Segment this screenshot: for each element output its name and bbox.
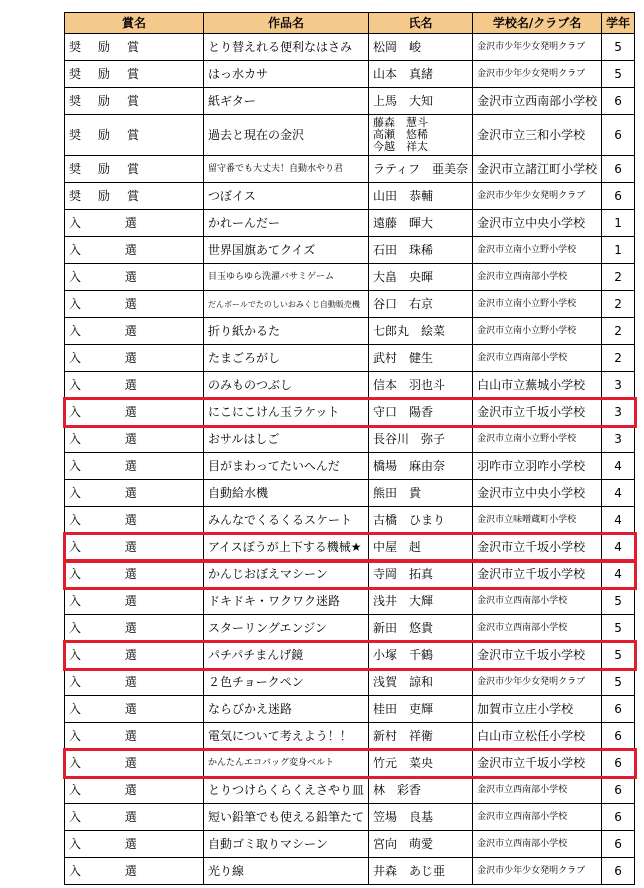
award-cell: 入 選 (65, 858, 204, 885)
award-cell: 入 選 (65, 831, 204, 858)
school-cell: 白山市立蕪城小学校 (473, 372, 602, 399)
title-cell: 自動給水機 (204, 480, 369, 507)
school-cell: 金沢市立中央小学校 (473, 210, 602, 237)
school-cell: 金沢市立千坂小学校 (473, 561, 602, 588)
title-cell: ならびかえ迷路 (204, 696, 369, 723)
name-cell: 守口 陽香 (369, 399, 473, 426)
grade-cell: 5 (602, 669, 635, 696)
grade-cell: 6 (602, 156, 635, 183)
title-cell: たまごろがし (204, 345, 369, 372)
name-cell: 山田 恭輔 (369, 183, 473, 210)
title-cell: 光り線 (204, 858, 369, 885)
table-row (65, 588, 635, 615)
grade-cell: 5 (602, 34, 635, 61)
table-row (65, 642, 635, 669)
header-row (65, 13, 635, 34)
header-grade: 学年 (602, 13, 635, 34)
school-cell: 金沢市立諸江町小学校 (473, 156, 602, 183)
grade-cell: 2 (602, 264, 635, 291)
title-cell: 紙ギター (204, 88, 369, 115)
award-cell: 入 選 (65, 804, 204, 831)
award-cell: 入 選 (65, 210, 204, 237)
title-cell: とり替えれる便利なはさみ (204, 34, 369, 61)
grade-cell: 6 (602, 723, 635, 750)
name-cell: 藤森 慧斗 高瀬 悠稀 今越 祥太 (369, 115, 473, 156)
award-cell: 入 選 (65, 615, 204, 642)
title-cell: 自動ゴミ取りマシーン (204, 831, 369, 858)
table-row (65, 858, 635, 885)
grade-cell: 5 (602, 615, 635, 642)
award-cell: 入 選 (65, 345, 204, 372)
title-cell: 電気について考えよう！！ (204, 723, 369, 750)
grade-cell: 6 (602, 831, 635, 858)
name-cell: 武村 健生 (369, 345, 473, 372)
grade-cell: 4 (602, 480, 635, 507)
grade-cell: 2 (602, 291, 635, 318)
school-cell: 金沢市少年少女発明クラブ (473, 669, 602, 696)
school-cell: 金沢市立西南部小学校 (473, 804, 602, 831)
table-row (65, 615, 635, 642)
grade-cell: 4 (602, 453, 635, 480)
grade-cell: 6 (602, 777, 635, 804)
header-title: 作品名 (204, 13, 369, 34)
award-cell: 入 選 (65, 750, 204, 777)
table-row (65, 318, 635, 345)
name-cell: 長谷川 弥子 (369, 426, 473, 453)
table-row (65, 372, 635, 399)
grade-cell: 3 (602, 372, 635, 399)
school-cell: 金沢市立西南部小学校 (473, 831, 602, 858)
grade-cell: 2 (602, 345, 635, 372)
award-cell: 入 選 (65, 399, 204, 426)
award-cell: 入 選 (65, 723, 204, 750)
table-row (65, 723, 635, 750)
title-cell: 世界国旗あてクイズ (204, 237, 369, 264)
award-cell: 入 選 (65, 534, 204, 561)
award-cell: 奨 励 賞 (65, 156, 204, 183)
award-cell: 入 選 (65, 588, 204, 615)
title-cell: アイスぼうが上下する機械★ (204, 534, 369, 561)
name-cell: 信本 羽也斗 (369, 372, 473, 399)
school-cell: 金沢市立千坂小学校 (473, 399, 602, 426)
table-row (65, 34, 635, 61)
title-cell: つぼイス (204, 183, 369, 210)
grade-cell: 6 (602, 858, 635, 885)
school-cell: 金沢市立西南部小学校 (473, 777, 602, 804)
title-cell: だんボールでたのしいおみくじ自動販売機 (204, 291, 369, 318)
name-cell: 新村 祥衛 (369, 723, 473, 750)
title-cell: にこにこけん玉ラケット (204, 399, 369, 426)
table-row (65, 480, 635, 507)
name-cell: 宮向 萌愛 (369, 831, 473, 858)
table-row (65, 804, 635, 831)
award-cell: 入 選 (65, 480, 204, 507)
table-row (65, 696, 635, 723)
award-cell: 入 選 (65, 696, 204, 723)
name-cell: 寺岡 拓真 (369, 561, 473, 588)
title-cell: はっ水カサ (204, 61, 369, 88)
award-cell: 奨 励 賞 (65, 61, 204, 88)
name-cell: 遠藤 暉大 (369, 210, 473, 237)
title-cell: パチパチまんげ鏡 (204, 642, 369, 669)
school-cell: 金沢市立南小立野小学校 (473, 237, 602, 264)
title-cell: みんなでくるくるスケート (204, 507, 369, 534)
title-cell: のみものつぶし (204, 372, 369, 399)
name-cell: 大畠 央暉 (369, 264, 473, 291)
name-cell: 熊田 貴 (369, 480, 473, 507)
award-cell: 入 選 (65, 642, 204, 669)
name-cell: 桂田 吏輝 (369, 696, 473, 723)
award-cell: 入 選 (65, 264, 204, 291)
name-cell: 七郎丸 絵菜 (369, 318, 473, 345)
school-cell: 金沢市少年少女発明クラブ (473, 61, 602, 88)
title-cell: スターリングエンジン (204, 615, 369, 642)
school-cell: 羽咋市立羽咋小学校 (473, 453, 602, 480)
school-cell: 金沢市少年少女発明クラブ (473, 183, 602, 210)
school-cell: 金沢市少年少女発明クラブ (473, 858, 602, 885)
title-cell: ２色チョークペン (204, 669, 369, 696)
name-cell: 浅賀 諒和 (369, 669, 473, 696)
table-row (65, 399, 635, 426)
grade-cell: 5 (602, 588, 635, 615)
table-row (65, 264, 635, 291)
school-cell: 金沢市立千坂小学校 (473, 642, 602, 669)
school-cell: 白山市立松任小学校 (473, 723, 602, 750)
school-cell: 金沢市立味噌蔵町小学校 (473, 507, 602, 534)
award-cell: 奨 励 賞 (65, 34, 204, 61)
table-row (65, 210, 635, 237)
school-cell: 金沢市立西南部小学校 (473, 588, 602, 615)
school-cell: 金沢市立南小立野小学校 (473, 426, 602, 453)
school-cell: 加賀市立庄小学校 (473, 696, 602, 723)
table-row (65, 507, 635, 534)
table-row (65, 426, 635, 453)
grade-cell: 5 (602, 61, 635, 88)
award-cell: 奨 励 賞 (65, 183, 204, 210)
title-cell: かんたんエコバッグ変身ベルト (204, 750, 369, 777)
table-row (65, 115, 635, 156)
title-cell: 目玉ゆらゆら洗濯バサミゲーム (204, 264, 369, 291)
school-cell: 金沢市立南小立野小学校 (473, 318, 602, 345)
grade-cell: 6 (602, 804, 635, 831)
table-row (65, 183, 635, 210)
title-cell: ドキドキ・ワクワク迷路 (204, 588, 369, 615)
name-cell: 中屋 赳 (369, 534, 473, 561)
school-cell: 金沢市少年少女発明クラブ (473, 34, 602, 61)
table-row (65, 453, 635, 480)
grade-cell: 4 (602, 534, 635, 561)
grade-cell: 4 (602, 507, 635, 534)
title-cell: 目がまわってたいへんだ (204, 453, 369, 480)
name-cell: 竹元 菜央 (369, 750, 473, 777)
school-cell: 金沢市立中央小学校 (473, 480, 602, 507)
award-cell: 入 選 (65, 291, 204, 318)
award-cell: 入 選 (65, 318, 204, 345)
grade-cell: 6 (602, 115, 635, 156)
award-cell: 入 選 (65, 777, 204, 804)
award-cell: 奨 励 賞 (65, 115, 204, 156)
grade-cell: 6 (602, 88, 635, 115)
grade-cell: 2 (602, 318, 635, 345)
table-row (65, 831, 635, 858)
name-cell: 谷口 右京 (369, 291, 473, 318)
title-cell: 折り紙かるた (204, 318, 369, 345)
name-cell: 古橋 ひまり (369, 507, 473, 534)
award-cell: 入 選 (65, 453, 204, 480)
school-cell: 金沢市立千坂小学校 (473, 534, 602, 561)
name-cell: 林 彩香 (369, 777, 473, 804)
grade-cell: 1 (602, 210, 635, 237)
grade-cell: 3 (602, 426, 635, 453)
name-cell: 浅井 大輝 (369, 588, 473, 615)
table-row (65, 750, 635, 777)
award-cell: 入 選 (65, 507, 204, 534)
school-cell: 金沢市立千坂小学校 (473, 750, 602, 777)
table-row (65, 777, 635, 804)
award-cell: 入 選 (65, 237, 204, 264)
title-cell: 留守番でも大丈夫！自動水やり君 (204, 156, 369, 183)
table-row (65, 561, 635, 588)
table-row (65, 88, 635, 115)
name-cell: 上馬 大知 (369, 88, 473, 115)
table-row (65, 291, 635, 318)
school-cell: 金沢市立西南部小学校 (473, 345, 602, 372)
grade-cell: 4 (602, 561, 635, 588)
title-cell: 過去と現在の金沢 (204, 115, 369, 156)
grade-cell: 5 (602, 642, 635, 669)
award-cell: 入 選 (65, 669, 204, 696)
school-cell: 金沢市立南小立野小学校 (473, 291, 602, 318)
grade-cell: 6 (602, 183, 635, 210)
name-cell: 石田 珠稀 (369, 237, 473, 264)
header-school: 学校名/クラブ名 (473, 13, 602, 34)
award-cell: 入 選 (65, 561, 204, 588)
title-cell: かれーんだー (204, 210, 369, 237)
title-cell: 短い鉛筆でも使える鉛筆たて (204, 804, 369, 831)
name-cell: 小塚 千鶴 (369, 642, 473, 669)
grade-cell: 6 (602, 750, 635, 777)
table-row (65, 61, 635, 88)
header-name: 氏名 (369, 13, 473, 34)
table-row (65, 237, 635, 264)
table-row (65, 345, 635, 372)
table-row (65, 156, 635, 183)
name-cell: 新田 悠貴 (369, 615, 473, 642)
awards-table (64, 12, 635, 885)
name-cell: ラティフ 亜美奈 (369, 156, 473, 183)
title-cell: かんじおぼえマシーン (204, 561, 369, 588)
name-cell: 松岡 峻 (369, 34, 473, 61)
name-cell: 山本 真緒 (369, 61, 473, 88)
school-cell: 金沢市立西南部小学校 (473, 264, 602, 291)
grade-cell: 6 (602, 696, 635, 723)
table-row (65, 669, 635, 696)
table-row (65, 534, 635, 561)
name-cell: 笠場 良基 (369, 804, 473, 831)
title-cell: おサルはしご (204, 426, 369, 453)
school-cell: 金沢市立西南部小学校 (473, 615, 602, 642)
grade-cell: 1 (602, 237, 635, 264)
award-cell: 入 選 (65, 426, 204, 453)
name-cell: 橋場 麻由奈 (369, 453, 473, 480)
award-cell: 入 選 (65, 372, 204, 399)
school-cell: 金沢市立西南部小学校 (473, 88, 602, 115)
title-cell: とりつけらくらくえさやり皿 (204, 777, 369, 804)
grade-cell: 3 (602, 399, 635, 426)
award-cell: 奨 励 賞 (65, 88, 204, 115)
name-cell: 井森 あじ亜 (369, 858, 473, 885)
header-award: 賞名 (65, 13, 204, 34)
school-cell: 金沢市立三和小学校 (473, 115, 602, 156)
